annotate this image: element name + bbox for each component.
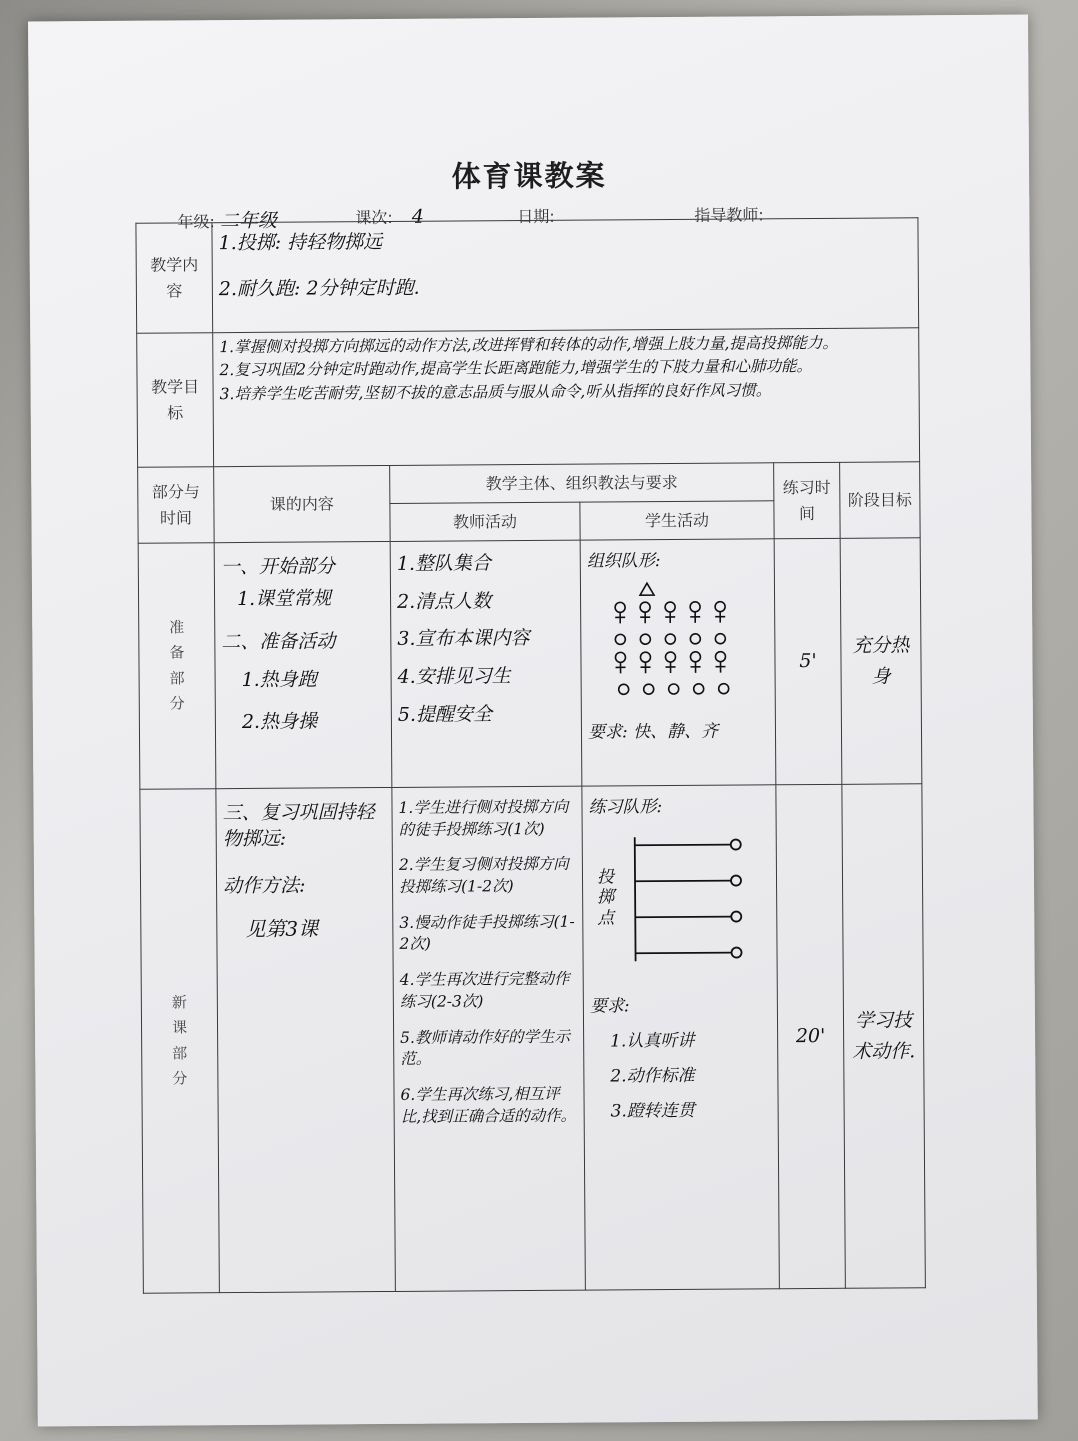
newlesson-content-item: 三、复习巩固持轻物掷远:: [222, 801, 375, 850]
newlesson-teacher: [392, 786, 586, 1291]
content-label: 教学内容: [136, 223, 213, 334]
prep-time: 5': [774, 538, 842, 784]
girl-row-2-icon: [615, 652, 725, 674]
newlesson-req-title: 要求:: [589, 996, 630, 1017]
lane-line: [635, 881, 731, 882]
col-part-time: 部分与时间: [138, 467, 215, 544]
boy-row-1-icon: [615, 634, 725, 645]
newlesson-content-item: 动作方法:: [222, 874, 306, 898]
newlesson-row: [140, 784, 926, 1293]
newlesson-teacher-item: 5.教师请动作好的学生示范。: [400, 1027, 570, 1069]
lane-line: [635, 845, 731, 846]
girl-row-1-icon: [615, 602, 725, 624]
col-lesson-content: 课的内容: [214, 465, 391, 542]
newlesson-content-item: 见第3课: [245, 916, 319, 941]
lesson-value: 4: [411, 205, 425, 228]
throw-diagram: [589, 824, 771, 975]
goals-row: [137, 328, 920, 467]
target-icon: [731, 839, 741, 849]
content-items: [212, 218, 919, 333]
newlesson-teacher-item: 2.学生复习侧对投掷方向投掷练习(1-2次): [398, 855, 569, 896]
prep-label-text: 准备部分: [169, 617, 185, 713]
lesson-label: 课次:: [355, 207, 393, 228]
content-item: 1.投掷: 持轻物掷远: [218, 231, 383, 255]
goal-item: 3.培养学生吃苦耐劳,坚韧不拔的意志品质与服从命令,听从指挥的良好作风习惯。: [219, 381, 772, 403]
newlesson-teacher-item: 6.学生再次练习,相互评比,找到正确合适的动作。: [400, 1084, 577, 1126]
throw-lanes-diagram: [623, 828, 764, 969]
prep-teacher-item: 1.整队集合: [396, 552, 492, 575]
lesson-plan-sheet: [28, 15, 1038, 1427]
page-title: 体育课教案: [451, 158, 607, 194]
grade-value: 二年级: [219, 209, 278, 233]
prep-student-req: 要求: 快、静、齐: [587, 721, 719, 743]
goal-item: 1.掌握侧对投掷方向掷远的动作方法,改进挥臂和转体的动作,增强上肢力量,提高投掷能力。: [219, 333, 838, 357]
throw-line: [635, 837, 636, 961]
prep-row: [138, 538, 922, 789]
prep-content-item: 1.课堂常规: [236, 587, 332, 610]
prep-teacher: [390, 540, 582, 787]
prep-content-item: 2.热身操: [241, 710, 318, 733]
target-icon: [731, 947, 741, 957]
newlesson-label: [140, 789, 220, 1294]
content-row: [136, 218, 919, 333]
newlesson-goal: 学习技术动作.: [842, 784, 926, 1289]
prep-teacher-item: 5.提醒安全: [397, 702, 493, 726]
target-icon: [731, 911, 741, 921]
newlesson-student: [582, 785, 780, 1290]
column-header-row: [138, 462, 920, 505]
prep-content-item: 二、准备活动: [221, 630, 336, 654]
prep-label: [138, 543, 216, 790]
target-icon: [731, 875, 741, 885]
newlesson-teacher-item: 3.慢动作徒手投掷练习(1-2次): [399, 912, 575, 954]
goals-items: [213, 328, 920, 467]
prep-content-item: 一、开始部分: [220, 555, 335, 579]
newlesson-req-item: 2.动作标准: [610, 1065, 695, 1087]
col-stage-goal: 阶段目标: [840, 462, 921, 539]
prep-student-title: 组织队形:: [586, 551, 661, 572]
col-student: 学生活动: [580, 501, 774, 540]
newlesson-student-title: 练习队形:: [588, 797, 663, 818]
col-practice-time: 练习时间: [774, 462, 841, 538]
newlesson-content: [216, 787, 396, 1292]
prep-content-item: 1.热身跑: [241, 668, 317, 691]
newlesson-teacher-item: 1.学生进行侧对投掷方向的徒手投掷练习(1次): [398, 797, 569, 839]
prep-teacher-item: 3.宣布本课内容: [397, 627, 530, 651]
lesson-plan-table: [135, 217, 925, 1293]
formation-diagram: [587, 578, 768, 699]
grade-label: 年级:: [177, 212, 215, 232]
prep-content: [214, 541, 392, 788]
prep-student: [580, 539, 776, 786]
date-label: 日期:: [517, 206, 555, 227]
content-item: 2.耐久跑: 2分钟定时跑.: [218, 276, 420, 300]
teacher-label: 指导教师:: [694, 205, 764, 225]
prep-teacher-item: 2.清点人数: [396, 589, 492, 613]
col-teacher: 教师活动: [390, 502, 580, 541]
throw-point-label: 投掷点: [596, 867, 615, 929]
lane-line: [635, 917, 731, 918]
goals-label: 教学目标: [137, 333, 214, 468]
goal-item: 2.复习巩固2分钟定时跑动作,提高学生长距离跑能力,增强学生的下肢力量和心肺功能。: [219, 357, 813, 380]
col-methods: 教学主体、组织教法与要求: [390, 463, 774, 504]
newlesson-label-text: 新课部分: [171, 992, 188, 1088]
teacher-triangle-icon: [640, 583, 654, 595]
prep-goal: 充分热身: [840, 538, 922, 785]
newlesson-time: 20': [776, 784, 846, 1288]
newlesson-teacher-item: 4.学生再次进行完整动作练习(2-3次): [399, 969, 570, 1011]
boy-row-2-icon: [619, 684, 729, 695]
prep-teacher-item: 4.安排见习生: [397, 665, 511, 688]
newlesson-req-item: 3.蹬转连贯: [610, 1100, 695, 1122]
lane-line: [636, 953, 732, 954]
newlesson-req-item: 1.认真听讲: [610, 1030, 695, 1052]
